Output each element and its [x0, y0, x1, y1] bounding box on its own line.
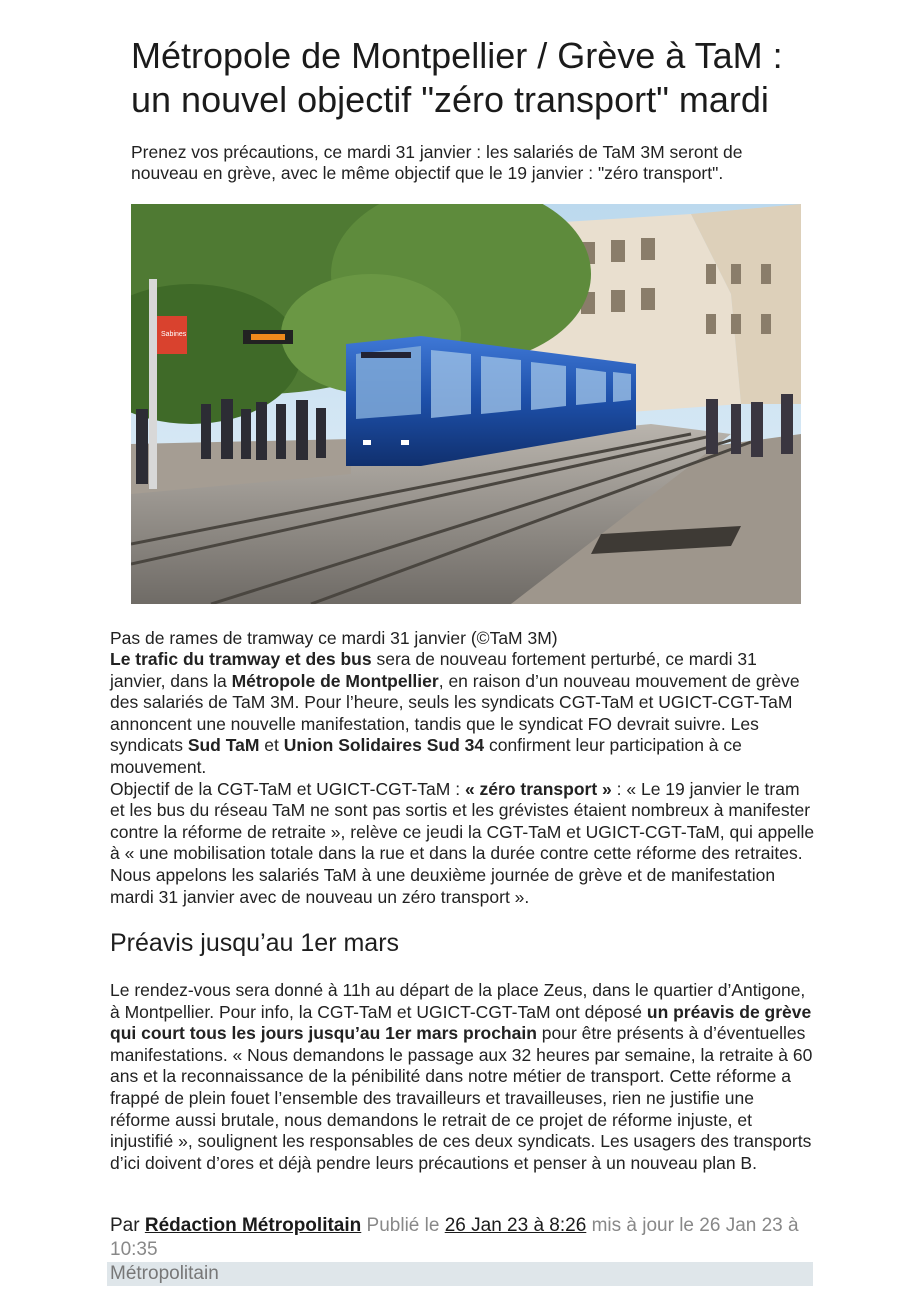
published-label: Publié le — [366, 1215, 440, 1236]
text-span: confirment leur participation à ce mouvement. — [110, 735, 742, 777]
paragraph-1 — [110, 649, 815, 779]
published-date-link[interactable]: 26 Jan 23 à 8:26 — [444, 1215, 587, 1236]
tram-photo — [131, 204, 801, 604]
stop-sign-text: Sabines — [161, 331, 187, 338]
text-span: pour être présents à d’éventuelles manifestations. « Nous demandons le passage aux 32 heures par semaine, la retraite à 60 ans et la reconnaissance de la pénibilité dans notre métier de transport. Cette réforme a frappé de plein fouet l’ensemble des travailleurs et travailleuses, rien ne justifie une réforme aussi brutale, nous demandons le retrait de ce projet de réforme injuste, et injustifié », soulignent les responsables de ces deux syndicats. Les usagers des transports d’ici doivent d’ores et déjà pendre leurs précautions et penser à un nouveau plan B. — [110, 1023, 813, 1173]
text-span: Objectif de la CGT-TaM et UGICT-CGT-TaM : — [110, 778, 465, 799]
text-span: Le rendez-vous sera donné à 11h au départ de la place Zeus, dans le quartier d’Antigone, à Montpellier. Pour info, la CGT-TaM et UGICT-CGT-TaM ont déposé — [110, 980, 806, 1022]
article-body-section-2 — [110, 980, 815, 1174]
bold-text: Sud TaM — [187, 735, 260, 756]
section-heading: Préavis jusqu’au 1er mars — [110, 929, 400, 957]
article-title: Métropole de Montpellier / Grève à TaM : un nouvel objectif "zéro transport" mardi — [131, 35, 783, 120]
category-tag[interactable]: Métropolitain — [107, 1262, 813, 1286]
bold-text: Métropole de Montpellier — [231, 670, 439, 691]
text-span: , en raison d’un nouveau mouvement de grève des salariés de TaM 3M. Pour l’heure, seuls les syndicats CGT-TaM et UGICT-CGT-TaM annoncent une nouvelle manifestation, tandis que le syndicat FO devrait suivre. Les syndicats — [110, 670, 800, 756]
text-span: et — [259, 735, 284, 756]
paragraph-3 — [110, 980, 815, 1174]
paragraph-2 — [110, 779, 815, 909]
article-lead: Prenez vos précautions, ce mardi 31 janvier : les salariés de TaM 3M seront de nouveau en grève, avec le même objectif que le 19 janvier : "zéro transport". — [131, 142, 743, 183]
author-link[interactable]: Rédaction Métropolitain — [144, 1215, 362, 1236]
byline — [110, 1214, 810, 1262]
updated-text: mis à jour le 26 Jan 23 à 10:35 — [110, 1215, 799, 1260]
bold-text: Le trafic du tramway et des bus — [110, 649, 372, 669]
bold-text: « zéro transport » — [464, 778, 612, 799]
bold-text: un préavis de grève qui court tous les jours jusqu’au 1er mars prochain — [110, 1001, 812, 1044]
byline-prefix: Par — [110, 1215, 140, 1236]
photo-caption: Pas de rames de tramway ce mardi 31 janvier (©TaM 3M) — [110, 628, 558, 648]
article-body-section-1 — [110, 649, 815, 908]
text-span: : « Le 19 janvier le tram et les bus du réseau TaM ne sont pas sortis et les grévistes étaient nombreux à manifester contre la réforme de retraite », relève ce jeudi la CGT-TaM et UGICT-CGT-TaM, qui appelle à « une mobilisation totale dans la rue et dans la durée contre cette réforme des retraites. Nous appelons les salariés TaM à une deuxième journée de grève et de manifestation mardi 31 janvier avec de nouveau un zéro transport ». — [110, 778, 815, 907]
text-span: sera de nouveau fortement perturbé, ce mardi 31 janvier, dans la — [110, 649, 757, 691]
bold-text: Union Solidaires Sud 34 — [283, 735, 485, 756]
